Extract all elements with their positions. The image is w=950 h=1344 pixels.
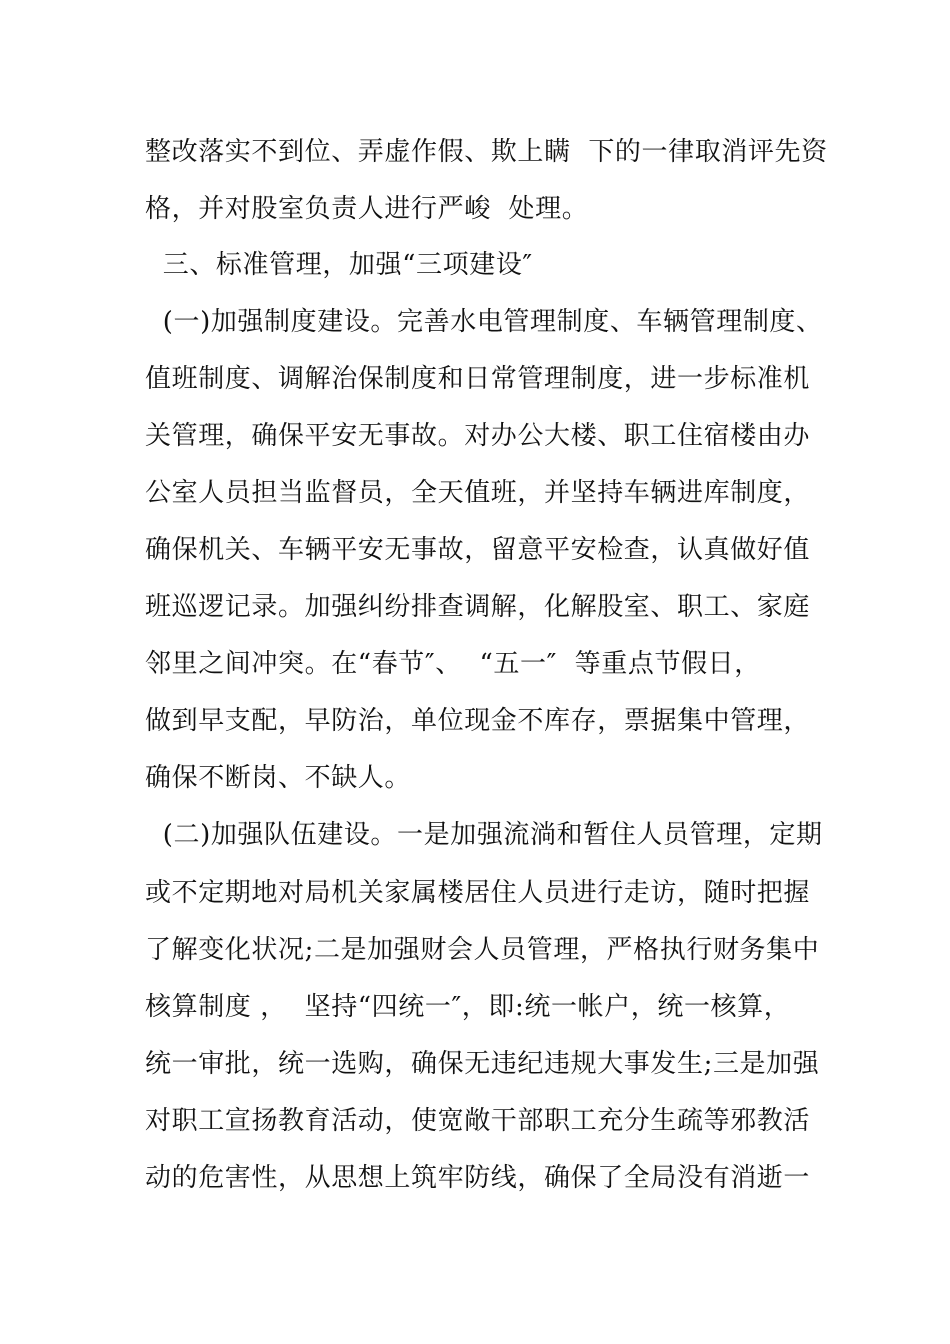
text-line: (一)加强制度建设。完善水电管理制度、车辆管理制度、 bbox=[145, 307, 823, 337]
text-line: 整改落实不到位、弄虚作假、欺上瞒 下的一律取消评先资 bbox=[145, 137, 828, 167]
text-line: 或不定期地对局机关家属楼居住人员进行走访，随时把握 bbox=[145, 878, 811, 908]
text-line: 公室人员担当监督员，全天值班，并坚持车辆进库制度， bbox=[145, 478, 811, 508]
text-line: 动的危害性，从思想上筑牢防线，确保了全局没有消逝一 bbox=[145, 1163, 811, 1193]
text-line: 值班制度、调解治保制度和日常管理制度，进一步标准机 bbox=[145, 364, 811, 394]
text-line: 对职工宣扬教育活动，使宽敞干部职工充分生疏等邪教活 bbox=[145, 1106, 811, 1136]
text-line: (二)加强队伍建设。一是加强流淌和暂住人员管理，定期 bbox=[145, 820, 823, 850]
text-line: 了解变化状况;二是加强财会人员管理，严格执行财务集中 bbox=[145, 935, 820, 965]
text-line: 关管理，确保平安无事故。对办公大楼、职工住宿楼由办 bbox=[145, 421, 811, 451]
text-line: 邻里之间冲突。在“春节″、 “五一″ 等重点节假日， bbox=[145, 649, 761, 679]
text-line: 统一审批，统一选购，确保无违纪违规大事发生;三是加强 bbox=[145, 1049, 820, 1079]
section-heading: 三、标准管理，加强“三项建设″ bbox=[145, 250, 533, 280]
text-line: 班巡逻记录。加强纠纷排查调解，化解股室、职工、家庭 bbox=[145, 592, 811, 622]
text-line: 确保机关、车辆平安无事故，留意平安检查，认真做好值 bbox=[145, 535, 811, 565]
text-line: 核算制度 ， 坚持“四统一″，即:统一帐户，统一核算， bbox=[145, 992, 791, 1022]
text-line: 做到早支配，早防治，单位现金不库存，票据集中管理， bbox=[145, 706, 811, 736]
text-line: 格，并对股室负责人进行严峻 处理。 bbox=[145, 194, 589, 224]
text-line: 确保不断岗、不缺人。 bbox=[145, 763, 412, 793]
